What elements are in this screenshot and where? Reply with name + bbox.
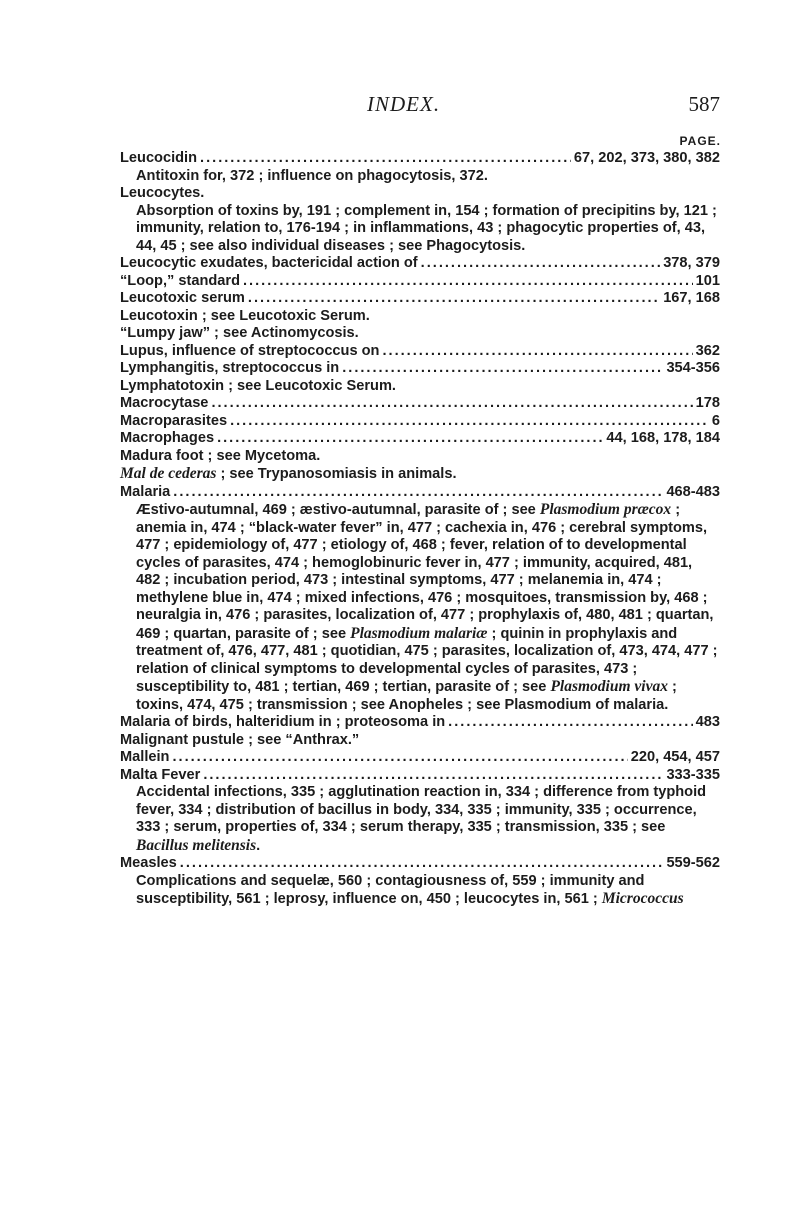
entry-term: Macroparasites [120, 412, 228, 429]
italic-term: Micrococcus [601, 890, 684, 907]
index-entry: Madura foot ; see Mycetoma. [120, 447, 321, 464]
index-entry [120, 749, 720, 767]
dot-leader [211, 395, 692, 413]
entry-term: Macrocytase [120, 395, 209, 411]
entry-pages: 220, 454, 457 [630, 749, 720, 765]
running-head [120, 92, 720, 116]
entry-term: Malaria of birds, halteridium in ; proteosoma in [120, 714, 446, 730]
entry-pages: 468-483 [666, 483, 720, 500]
entry-text: ; toxins, 474, 475 ; transmission ; see Anopheles ; see Plasmodium of malaria. [136, 679, 677, 713]
dot-leader [172, 749, 627, 767]
index-entry [120, 255, 720, 273]
entry-pages: 67, 202, 373, 380, 382 [573, 150, 720, 166]
index-entry: Leucotoxin ; see Leucotoxic Serum. [120, 307, 370, 324]
index-entry [120, 343, 720, 361]
entry-term: Malaria [120, 483, 171, 500]
index-entry [120, 395, 720, 413]
entry-term: Malta Fever [120, 766, 201, 783]
index-entry [120, 714, 720, 732]
dot-leader [448, 714, 692, 732]
index-subentry: Antitoxin for, 372 ; influence on phagocytosis, 372. [136, 167, 488, 184]
index-subentry [120, 501, 720, 714]
entry-pages: 559-562 [666, 855, 720, 871]
italic-term: Bacillus melitensis [136, 836, 257, 854]
entry-term: Leucotoxic serum [120, 290, 245, 306]
index-entry [120, 273, 720, 291]
dot-leader [243, 273, 693, 291]
entry-term: Lymphangitis, streptococcus in [120, 360, 340, 376]
italic-term: Plasmodium præcox [539, 501, 672, 518]
entry-term: Lupus, influence of streptococcus on [120, 342, 380, 359]
index-subentry [120, 873, 720, 909]
index-subentry [120, 784, 720, 855]
index-entry: Leucocytes. [120, 185, 205, 201]
entry-text: Accidental infections, 335 ; agglutination reaction in, 334 ; difference from typhoid fever, 334 ; distribution of bacillus in body, 334, 335 ; immunity, 335 ; occurrence, 333 ; serum, properties of, 334 ; serum therapy, 335 ; transmission, 335 ; see [136, 784, 707, 835]
entry-term: Leucocidin [120, 150, 198, 166]
dot-leader [217, 430, 603, 448]
italic-term: Plasmodium malariæ [350, 624, 488, 642]
dot-leader [248, 290, 660, 308]
index-entry [120, 290, 720, 308]
index-entry [120, 484, 720, 502]
index-entry [120, 855, 720, 873]
index-subentry: Absorption of toxins by, 191 ; complement in, 154 ; formation of precipitins by, 121 ; immunity, relation to, 176-194 ; in inflammations, 43 ; phagocytic properties of, 43, 44, 45 ; see also individual diseases ; see Phagocytosis. [136, 202, 717, 254]
entry-pages: 44, 168, 178, 184 [606, 430, 720, 446]
index-entry: Lymphatotoxin ; see Leucotoxic Serum. [120, 377, 396, 394]
entry-term: Mallein [120, 749, 170, 765]
index-entry: Malignant pustule ; see “Anthrax.” [120, 731, 360, 748]
index-entry [120, 360, 720, 378]
entry-pages: 354-356 [666, 360, 720, 376]
entry-pages: 483 [695, 714, 720, 730]
index-entry [120, 150, 720, 168]
entry-pages: 378, 379 [663, 255, 720, 271]
dot-leader [173, 484, 663, 502]
page-number: 587 [688, 92, 720, 116]
dot-leader [200, 150, 571, 168]
entry-text: . [256, 837, 261, 854]
entry-text: ; anemia in, 474 ; “black-water fever” in, 477 ; cachexia in, 476 ; cerebral symptoms, 477 ; epidemiology of, 477 ; etiology of, 468 ; fever, relation of to developmental cycles of parasites, 474 ; hemoglobinuric fever in, 477 ; immunity, acquired, 481, 482 ; incubation period, 473 ; intestinal symptoms, 477 ; melanemia in, 474 ; methylene blue in, 474 ; mixed infections, 476 ; mosquitoes, transmission by, 468 ; neuralgia in, 476 ; parasites, localization of, 477 ; prophylaxis of, 480, 481 ; quartan, 469 ; quartan, parasite of ; see [136, 502, 714, 642]
entry-pages: 362 [695, 342, 720, 359]
entry-term: Measles [120, 855, 177, 871]
entry-pages: 333-335 [666, 766, 720, 783]
index-entry [120, 767, 720, 785]
entry-pages: 178 [695, 395, 720, 411]
entry-text: Æstivo-autumnal, 469 ; æstivo-autumnal, parasite of ; see [136, 502, 540, 518]
entry-text: ; quinin in prophylaxis and treatment of, 476, 477, 481 ; quotidian, 475 ; parasites, localization of, 473, 474, 477 ; relation of clinical symptoms to developmental cycles of parasites, 473 ; susceptibility to, 481 ; tertian, 469 ; tertian, parasite of ; see [136, 625, 718, 695]
entry-pages: 101 [695, 272, 720, 289]
entry-term: Leucocytic exudates, bactericidal action of [120, 255, 418, 271]
dot-leader [230, 413, 709, 431]
page-column-label: PAGE. [679, 134, 721, 148]
entry-term: Macrophages [120, 430, 215, 446]
italic-term: Plasmodium vivax [550, 678, 668, 695]
dot-leader [382, 343, 692, 361]
entry-pages: 167, 168 [663, 290, 720, 306]
running-title: INDEX. [367, 92, 441, 116]
dot-leader [421, 255, 661, 273]
dot-leader [203, 767, 663, 785]
entry-text: Complications and sequelæ, 560 ; contagiousness of, 559 ; immunity and susceptibility, 561 ; leprosy, influence on, 450 ; leucocytes in, 561 ; [136, 872, 645, 907]
index-entry [120, 465, 720, 484]
entry-term: “Loop,” standard [120, 272, 240, 289]
index-entry: “Lumpy jaw” ; see Actinomycosis. [120, 325, 359, 341]
dot-leader [180, 855, 664, 873]
dot-leader [342, 360, 663, 378]
entry-pages: 6 [711, 412, 720, 429]
italic-term: Mal de cederas [120, 465, 217, 482]
index-entry [120, 413, 720, 431]
index-list [120, 150, 720, 909]
index-entry [120, 430, 720, 448]
entry-text: ; see Trypanosomiasis in animals. [216, 466, 457, 482]
